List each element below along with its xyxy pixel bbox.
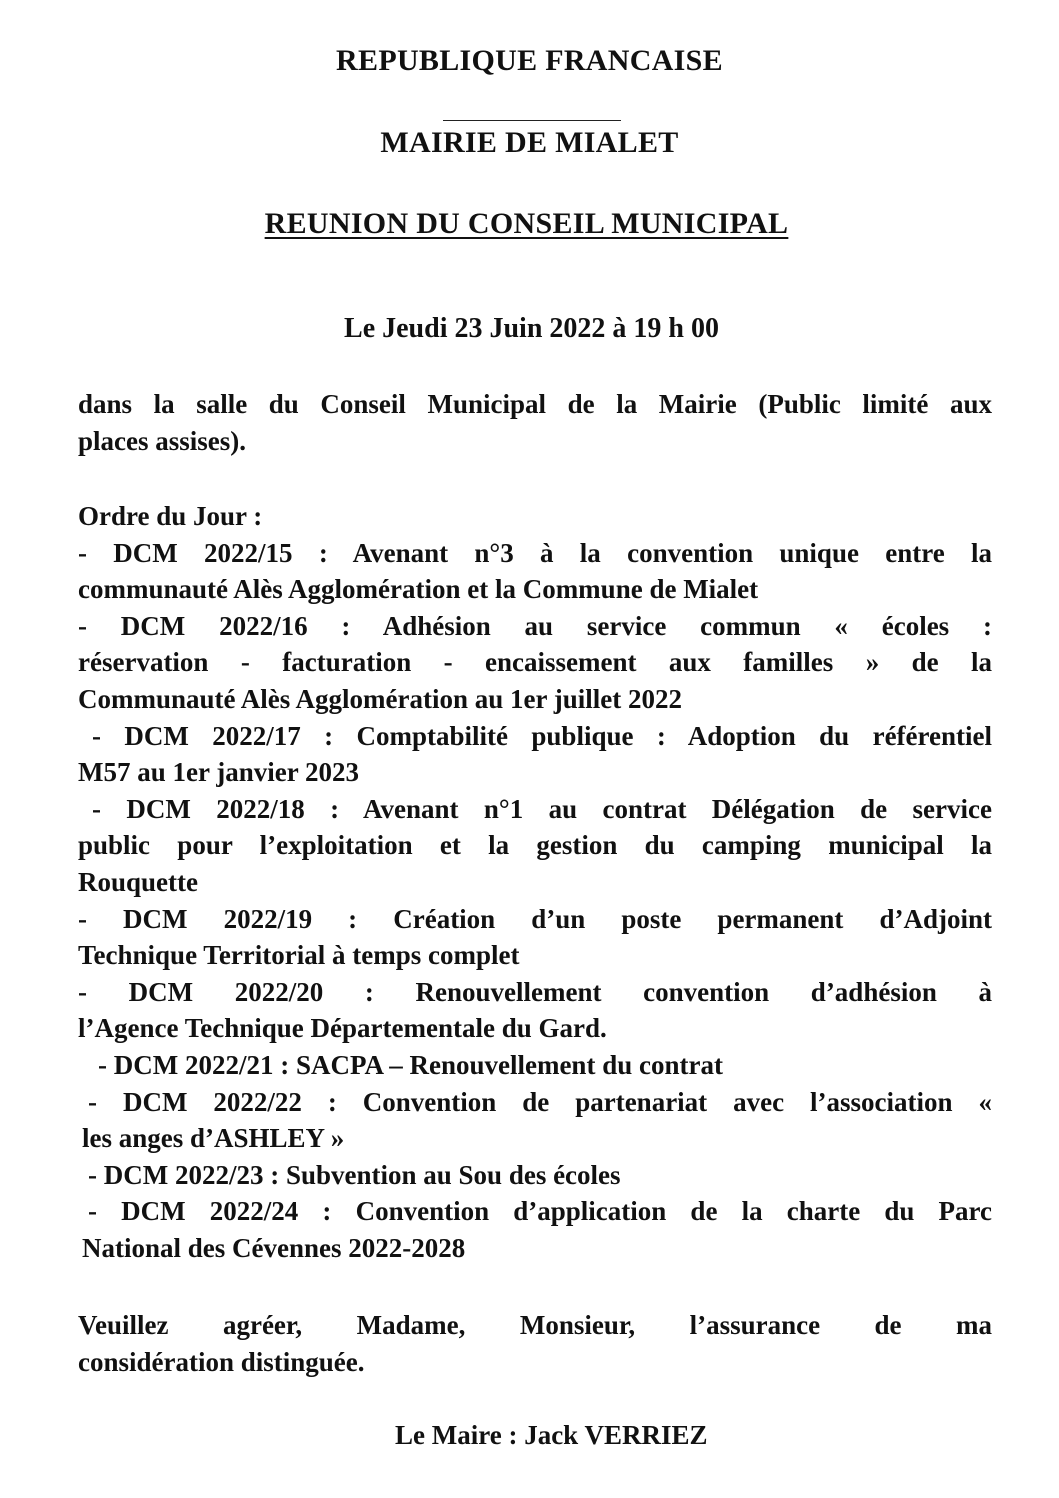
agenda-line: réservation - facturation - encaissement aux familles » de la bbox=[78, 647, 992, 678]
agenda-heading: Ordre du Jour : bbox=[78, 501, 263, 531]
agenda-line: - DCM 2022/22 : Convention de partenariat avec l’association « bbox=[88, 1086, 992, 1117]
agenda-line: public pour l’exploitation et la gestion du camping municipal la bbox=[78, 830, 992, 861]
closing-line: considération distinguée. bbox=[78, 1346, 365, 1377]
location-line: places assises). bbox=[78, 425, 246, 456]
agenda-line: - DCM 2022/20 : Renouvellement convention d’adhésion à bbox=[78, 976, 992, 1007]
agenda-line: - DCM 2022/23 : Subvention au Sou des écoles bbox=[88, 1159, 621, 1190]
republic-heading: REPUBLIQUE FRANCAISE bbox=[336, 44, 723, 77]
agenda-line: les anges d’ASHLEY » bbox=[82, 1123, 345, 1154]
agenda-line: communauté Alès Agglomération et la Commune de Mialet bbox=[78, 574, 759, 605]
meeting-date: Le Jeudi 23 Juin 2022 à 19 h 00 bbox=[344, 313, 719, 344]
meeting-title: REUNION DU CONSEIL MUNICIPAL bbox=[264, 207, 789, 240]
meeting-title-wrap bbox=[0, 207, 1056, 241]
location-line: dans la salle du Conseil Municipal de la Mairie (Public limité aux bbox=[78, 389, 992, 419]
agenda-line: l’Agence Technique Départementale du Gard. bbox=[78, 1013, 607, 1044]
agenda-line: M57 au 1er janvier 2023 bbox=[78, 757, 359, 788]
agenda-line: Rouquette bbox=[78, 866, 198, 897]
mairie-heading: MAIRIE DE MIALET bbox=[380, 126, 679, 159]
agenda-line: - DCM 2022/15 : Avenant n°3 à la convention unique entre la bbox=[78, 537, 992, 568]
agenda-line: - DCM 2022/19 : Création d’un poste permanent d’Adjoint bbox=[78, 903, 992, 934]
header-divider bbox=[443, 120, 621, 121]
agenda-line: National des Cévennes 2022-2028 bbox=[82, 1232, 466, 1263]
location-paragraph bbox=[78, 386, 992, 459]
agenda-line: - DCM 2022/17 : Comptabilité publique : Adoption du référentiel bbox=[92, 720, 992, 751]
agenda-line: - DCM 2022/24 : Convention d’application de la charte du Parc bbox=[88, 1196, 992, 1227]
mayor-signature: Le Maire : Jack VERRIEZ bbox=[395, 1420, 708, 1450]
agenda-line: - DCM 2022/21 : SACPA – Renouvellement du contrat bbox=[98, 1049, 723, 1080]
closing-line: Veuillez agréer, Madame, Monsieur, l’assurance de ma bbox=[78, 1310, 992, 1340]
agenda-line: - DCM 2022/16 : Adhésion au service commun « écoles : bbox=[78, 610, 992, 641]
agenda-line: Technique Territorial à temps complet bbox=[78, 940, 520, 971]
closing-paragraph bbox=[78, 1307, 992, 1380]
agenda-line: - DCM 2022/18 : Avenant n°1 au contrat Délégation de service bbox=[92, 793, 992, 824]
agenda bbox=[78, 498, 992, 1266]
agenda-line: Communauté Alès Agglomération au 1er juillet 2022 bbox=[78, 683, 682, 714]
